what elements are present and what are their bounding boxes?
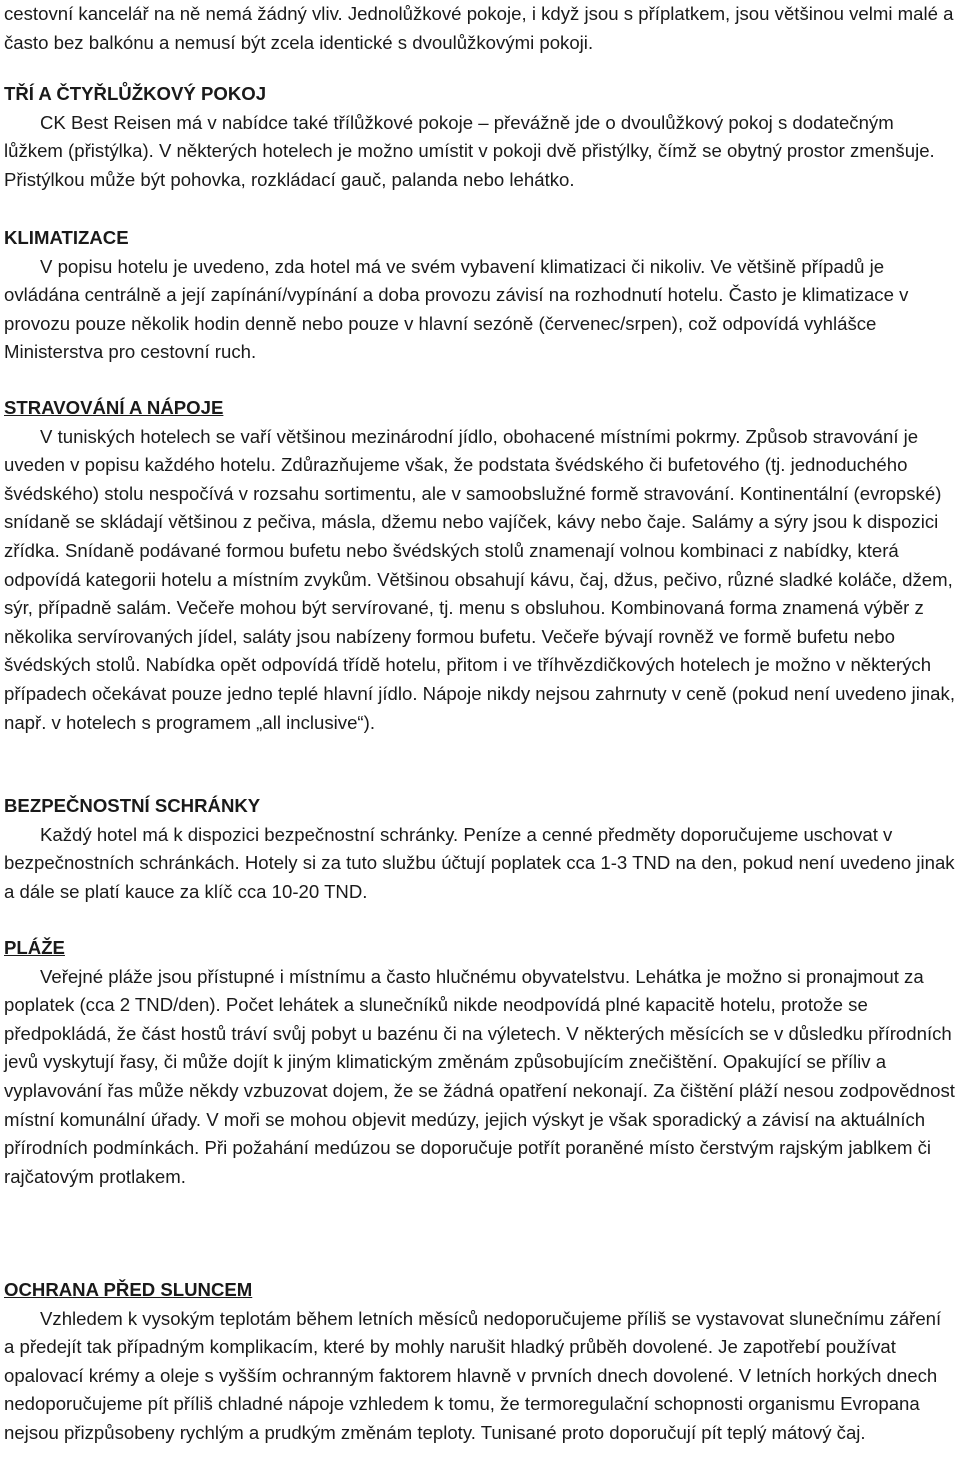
section-heading: STRAVOVÁNÍ A NÁPOJE [4, 397, 224, 418]
section-paragraph: Veřejné pláže jsou přístupné i místnímu a často hlučnému obyvatelstvu. Lehátka je možno si pronajmout za poplatek (cca 2 TND/den). Počet lehátek a slunečníků nikde neodpovídá plné kapacitě hotelu, protože se předpokládá, že část hostů tráví svůj pobyt u bazénu či na výletech. V některých měsících se v důsledku přírodních jevů vyskytují řasy, či může dojít k jiným klimatickým změnám způsobujícím znečištění. Opakující se příliv a vyplavování řas může někdy vzbuzovat dojem, že se žádná opatření nekonají. Za čištění pláží nesou zodpovědnost místní komunální úřady. V moři se mohou objevit medúzy, jejich výskyt je však sporadický a závisí na aktuálních přírodních podmínkách. Při požahání medúzou se doporučuje potřít poraněné místo čerstvým rajským jablkem či rajčatovým protlakem. [4, 965, 955, 1187]
section-heading: OCHRANA PŘED SLUNCEM [4, 1279, 253, 1300]
section-air-conditioning [4, 224, 956, 367]
section-paragraph: V tuniských hotelech se vaří většinou mezinárodní jídlo, obohacené místními pokrmy. Způsob stravování je uveden v popisu každého hotelu. Zdůrazňujeme však, že podstata švédského či bufetového (tj. jednoduchého švédského) stolu nespočívá v rozsahu sortimentu, ale v samoobslužné formě stravování. Kontinentální (evropské) snídaně se skládají většinou z pečiva, másla, džemu nebo vajíček, kávy nebo čaje. Salámy a sýry jsou k dispozici zřídka. Snídaně podávané formou bufetu nebo švédských stolů znamenají volnou kombinaci z nabídky, která odpovídá kategorii hotelu a místním zvykům. Většinou obsahují kávu, čaj, džus, pečivo, různé sladké koláče, džem, sýr, případně salám. Večeře mohou být servírované, tj. menu s obsluhou. Kombinovaná forma znamená výběr z několika servírovaných jídel, saláty jsou nabízeny formou bufetu. Večeře bývají rovněž ve formě bufetu nebo švédských stolů. Nabídka opět odpovídá třídě hotelu, přitom i ve tříhvězdičkových hotelech je možno v některých případech očekávat pouze jedno teplé hlavní jídlo. Nápoje nikdy nejsou zahrnuty v ceně (pokud není uvedeno jinak, např. v hotelech s programem „all inclusive“). [4, 425, 955, 733]
section-heading: TŘÍ A ČTYŘLŮŽKOVÝ POKOJ [4, 83, 267, 104]
section-heading: PLÁŽE [4, 937, 65, 958]
intro-paragraph: cestovní kancelář na ně nemá žádný vliv. Jednolůžkové pokoje, i když jsou s příplatkem, jsou většinou velmi malé a často bez balkónu a nemusí být zcela identické s dvoulůžkovými pokoji. [4, 3, 954, 53]
section-sun-protection [4, 1276, 956, 1448]
intro-block [4, 0, 956, 57]
section-heading: KLIMATIZACE [4, 227, 129, 248]
section-paragraph: V popisu hotelu je uvedeno, zda hotel má ve svém vybavení klimatizaci či nikoliv. Ve většině případů je ovládána centrálně a její zapínání/vypínání a doba provozu závisí na rozhodnutí hotelu. Často je klimatizace v provozu pouze několik hodin denně nebo pouze v hlavní sezóně (červenec/srpen), což odpovídá vyhlášce Ministerstva pro cestovní ruch. [4, 255, 909, 363]
section-safe-boxes [4, 792, 956, 906]
section-heading: BEZPEČNOSTNÍ SCHRÁNKY [4, 795, 261, 816]
section-beaches [4, 934, 956, 1191]
section-paragraph: Každý hotel má k dispozici bezpečnostní schránky. Peníze a cenné předměty doporučujeme uschovat v bezpečnostních schránkách. Hotely si za tuto službu účtují poplatek cca 1-3 TND na den, pokud není uvedeno jinak a dále se platí kauce za klíč cca 10-20 TND. [4, 823, 955, 902]
section-paragraph: Vzhledem k vysokým teplotám během letních měsíců nedoporučujeme příliš se vystavovat slunečnímu záření a předejít tak případným komplikacím, které by mohly narušit hladký průběh dovolené. Je zapotřebí používat opalovací krémy a oleje s vyšším ochranným faktorem hlavně v prvních dnech dovolené. V letních horkých dnech nedoporučujeme pít příliš chladné nápoje vzhledem k tomu, že termoregulační schopnosti organismu Evropana nejsou přizpůsobeny rychlým a prudkým změnám teploty. Tunisané proto doporučují pít teplý mátový čaj. [4, 1307, 942, 1443]
section-meals [4, 394, 956, 737]
section-paragraph: CK Best Reisen má v nabídce také třílůžkové pokoje – převážně jde o dvoulůžkový pokoj s dodatečným lůžkem (přistýlka). V některých hotelech je možno umístit v pokoji dvě přistýlky, čímž se obytný prostor zmenšuje. Přistýlkou může být pohovka, rozkládací gauč, palanda nebo lehátko. [4, 111, 935, 190]
section-room-types [4, 80, 956, 194]
